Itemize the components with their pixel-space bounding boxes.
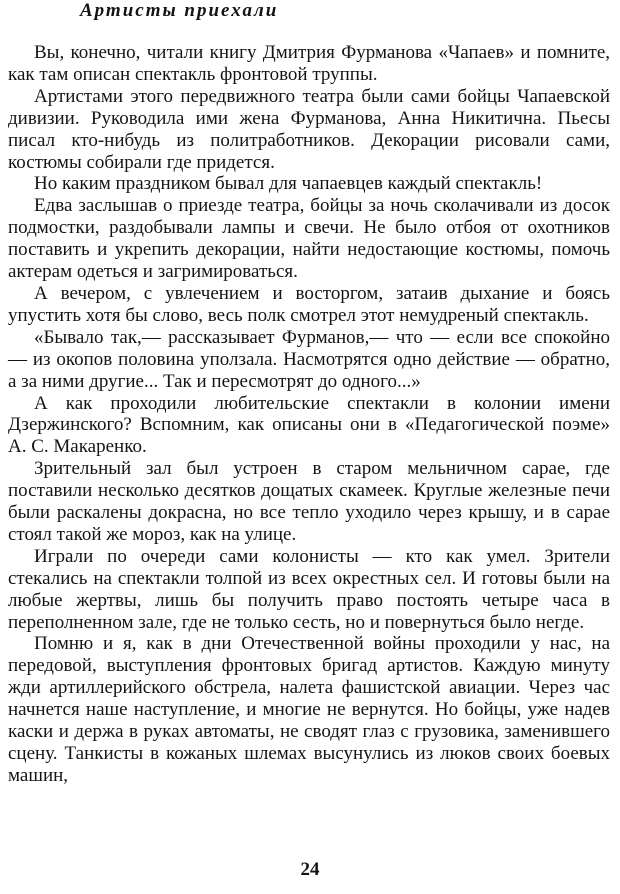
section-heading: Артисты приехали (80, 0, 279, 21)
paragraph: Вы, конечно, читали книгу Дмитрия Фурманова «Чапаев» и помните, как там описан спектакль фронтовой труппы. (8, 42, 610, 85)
quote-paragraph: «Бывало так,— рассказывает Фурманов,— что — если все спокойно — из окопов половина уползала. Насмотрятся одно действие — обратно, а за ними другие... Так и пересмотрят до одного...» (8, 326, 610, 392)
paragraph: Но каким праздником бывал для чапаевцев каждый спектакль! (34, 173, 543, 195)
page-number: 24 (300, 859, 320, 880)
paragraph: А как проходили любительские спектакли в колонии имени Дзержинского? Вспомним, как описаны они в «Педагогической поэме» А. С. Макаренко. (8, 392, 610, 458)
paragraph: Артистами этого передвижного театра были сами бойцы Чапаевской дивизии. Руководила ими жена Фурманова, Анна Никитична. Пьесы писал кто-нибудь из политработников. Декорации рисовали сами, костюмы собирали где придется. (8, 85, 610, 173)
paragraph: Зрительный зал был устроен в старом мельничном сарае, где поставили несколько десятков дощатых скамеек. Круглые железные печи были раскалены докрасна, но все тепло уходило через крышу, и в сарае стоял такой же мороз, как на улице. (8, 458, 610, 545)
body-text (8, 42, 610, 787)
paragraph: Помню и я, как в дни Отечественной войны проходили у нас, на передовой, выступления фронтовых бригад артистов. Каждую минуту жди артиллерийского обстрела, налета фашистской авиации. Через час начнется наше наступление, и многие не вернутся. Но бойцы, уже надев каски и держа в руках автоматы, не сводят глаз с грузовика, заменившего сцену. Танкисты в кожаных шлемах высунулись из люков своих боевых машин, (8, 633, 610, 786)
paragraph: Едва заслышав о приезде театра, бойцы за ночь сколачивали из досок подмостки, раздобывали лампы и свечи. Не было отбоя от охотников поставить и укрепить декорации, найти недостающие костюмы, помочь актерам одеться и загримироваться. (8, 195, 610, 283)
paragraph: А вечером, с увлечением и восторгом, затаив дыхание и боясь упустить хотя бы слово, весь полк смотрел этот немудреный спектакль. (8, 282, 610, 326)
paragraph: Играли по очереди сами колонисты — кто как умел. Зрители стекались на спектакли толпой из всех окрестных сел. И готовы были на любые жертвы, лишь бы получить право постоять четыре часа в переполненном зале, где не только сесть, но и повернуться было негде. (8, 545, 610, 633)
